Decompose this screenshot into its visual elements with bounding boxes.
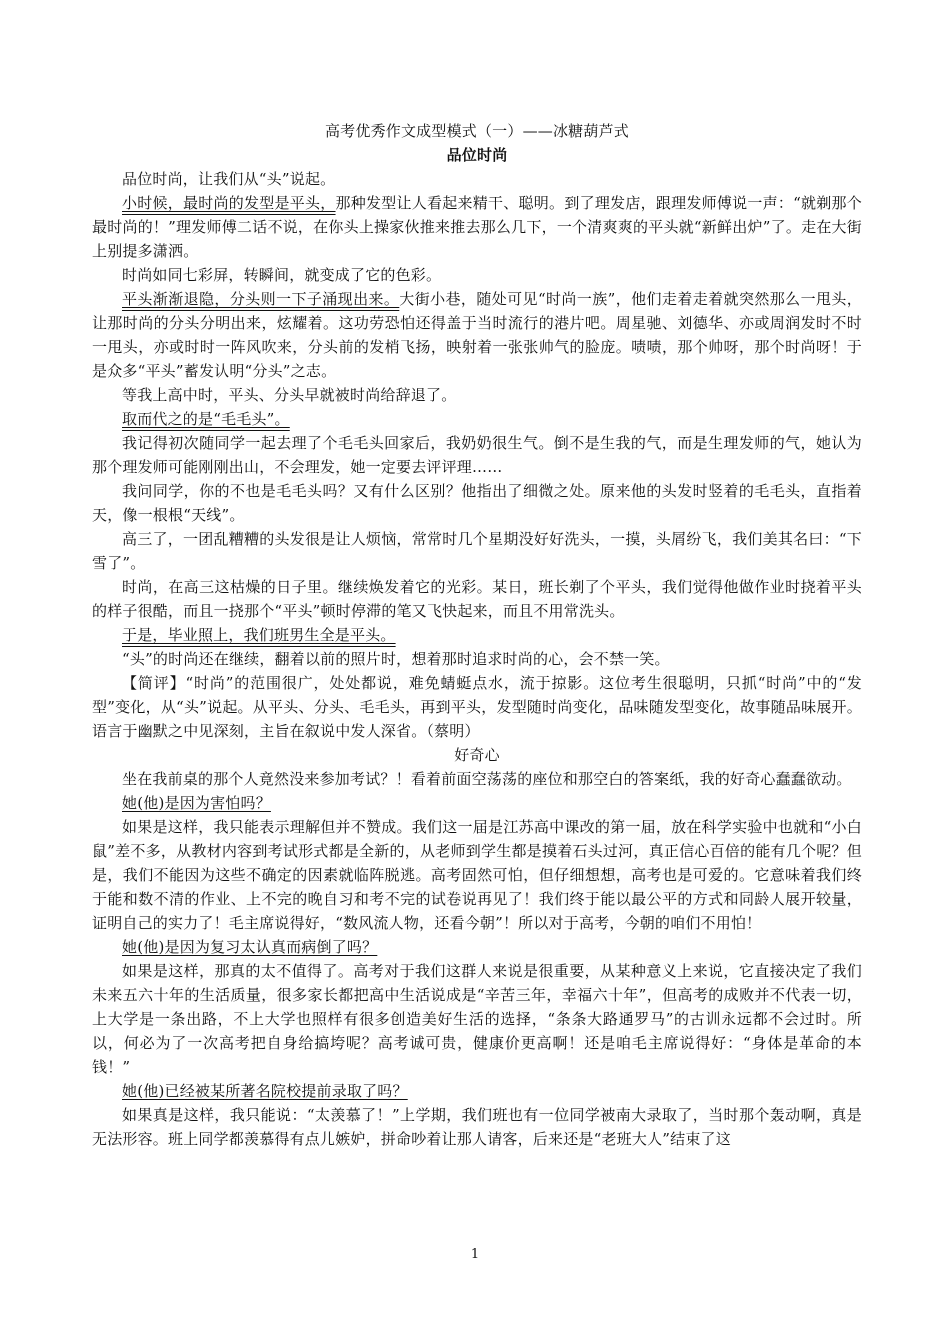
key-question: 她(他)已经被某所著名院校提前录取了吗？ — [122, 1082, 408, 1100]
comment-paragraph: 【简评】“时尚”的范围很广，处处都说，难免蜻蜓点水，流于掠影。这位考生很聪明，只抓“时尚”中的“发型”变化，从“头”说起。从平头、分头、毛毛头，再到平头，发型随时尚变化，品味随发型变化，故事随品味展开。语言于幽默之中见深刻，主旨在叙说中发人深省。（蔡明） — [92, 674, 862, 740]
key-sentence: 小时候，最时尚的发型是平头， — [122, 194, 336, 212]
key-sentence: 平头渐渐退隐，分头则一下子涌现出来。 — [122, 290, 400, 308]
key-sentence: 取而代之的是“毛毛头”。 — [122, 410, 290, 428]
paragraph: “头”的时尚还在继续，翻着以前的照片时，想着那时追求时尚的心，会不禁一笑。 — [122, 650, 670, 668]
document-title: 高考优秀作文成型模式（一）——冰糖葫芦式 — [324, 122, 629, 140]
paragraph — [92, 287, 862, 383]
key-question: 她(他)是因为复习太认真而病倒了吗？ — [122, 938, 378, 956]
page-number: 1 — [470, 1247, 480, 1262]
paragraph: 如果是这样，那真的太不值得了。高考对于我们这群人来说是很重要，从某种意义上来说，它直接决定了我们未来五六十年的生活质量，很多家长都把高中生活说成是“辛苦三年，幸福六十年”，但高考的成败并不代表一切，上大学是一条出路，不上大学也照样有很多创造美好生活的选择，“条条大路通罗马”的古训永远都不会过时。所以，何必为了一次高考把自身给搞垮呢？高考诚可贵，健康价更高啊！还是咱毛主席说得好：“身体是革命的本钱！” — [92, 962, 862, 1076]
paragraph: 时尚如同七彩屏，转瞬间，就变成了它的色彩。 — [122, 266, 442, 284]
paragraph — [92, 407, 862, 431]
paragraph: 我问同学，你的不也是毛毛头吗？又有什么区别？他指出了细微之处。原来他的头发时竖着的毛毛头，直指着天，像一根根“天线”。 — [92, 482, 862, 524]
paragraph: 如果真是这样，我只能说：“太羡慕了！”上学期，我们班也有一位同学被南大录取了，当时那个轰动啊，真是无法形容。班上同学都羡慕得有点儿嫉妒，拼命吵着让那人请客，后来还是“老班大人”结束了这 — [92, 1106, 862, 1148]
essay-title: 品位时尚 — [446, 146, 508, 164]
paragraph — [92, 623, 862, 647]
paragraph: 时尚，在高三这枯燥的日子里。继续焕发着它的光彩。某日，班长剃了个平头，我们觉得他做作业时挠着平头的样子很酷，而且一挠那个“平头”顿时停滞的笔又飞快起来，而且不用常洗头。 — [92, 578, 862, 620]
paragraph — [92, 1079, 862, 1103]
paragraph — [92, 191, 862, 263]
paragraph — [92, 935, 862, 959]
essay-title: 好奇心 — [454, 746, 500, 764]
paragraph: 如果是这样，我只能表示理解但并不赞成。我们这一届是江苏高中课改的第一届，放在科学实验中也就和“小白鼠”差不多，从教材内容到考试形式都是全新的，从老师到学生都是摸着石头过河，真正信心百倍的能有几个呢？但是，我们不能因为这些不确定的因素就临阵脱逃。高考固然可怕，但仔细想想，高考也是可爱的。它意味着我们终于能和数不清的作业、上不完的晚自习和考不完的试卷说再见了！我们终于能以最公平的方式和同龄人展开较量，证明自己的实力了！毛主席说得好，“数风流人物，还看今朝”！所以对于高考，今朝的咱们不用怕！ — [92, 818, 862, 932]
paragraph: 等我上高中时，平头、分头早就被时尚给辞退了。 — [122, 386, 457, 404]
paragraph: 品位时尚，让我们从“头”说起。 — [122, 170, 336, 188]
key-question: 她(他)是因为害怕吗？ — [122, 794, 271, 812]
paragraph-text: 那种发型让人看起来精干、聪明。到了理发店，跟理发师傅说一声：“就剃那个最时尚的！”理发师傅二话不说，在你头上操家伙推来推去那么几下，一个清爽爽的平头就“新鲜出炉”了。走在大街上别提多潇洒。 — [92, 194, 862, 260]
paragraph-text: 大街小巷，随处可见“时尚一族”，他们走着走着就突然那么一甩头，让那时尚的分头分明出来，炫耀着。这功劳恐怕还得盖于当时流行的港片吧。周星驰、刘德华、亦或周润发时不时一甩头，亦或时时一阵风吹来，分头前的发梢飞扬，映射着一张张帅气的脸庞。啧啧，那个帅呀，那个时尚呀！于是众多“平头”蓄发认明“分头”之志。 — [92, 290, 862, 380]
key-sentence: 于是，毕业照上，我们班男生全是平头。 — [122, 626, 396, 644]
page-content — [92, 119, 862, 1151]
paragraph — [92, 791, 862, 815]
paragraph: 坐在我前桌的那个人竟然没来参加考试？！看着前面空荡荡的座位和那空白的答案纸，我的好奇心蠢蠢欲动。 — [122, 770, 852, 788]
paragraph: 我记得初次随同学一起去理了个毛毛头回家后，我奶奶很生气。倒不是生我的气，而是生理发师的气，她认为那个理发师可能刚刚出山，不会理发，她一定要去评评理…… — [92, 434, 862, 476]
paragraph: 高三了，一团乱糟糟的头发很是让人烦恼，常常时几个星期没好好洗头，一摸，头屑纷飞，我们美其名曰：“下雪了”。 — [92, 530, 862, 572]
